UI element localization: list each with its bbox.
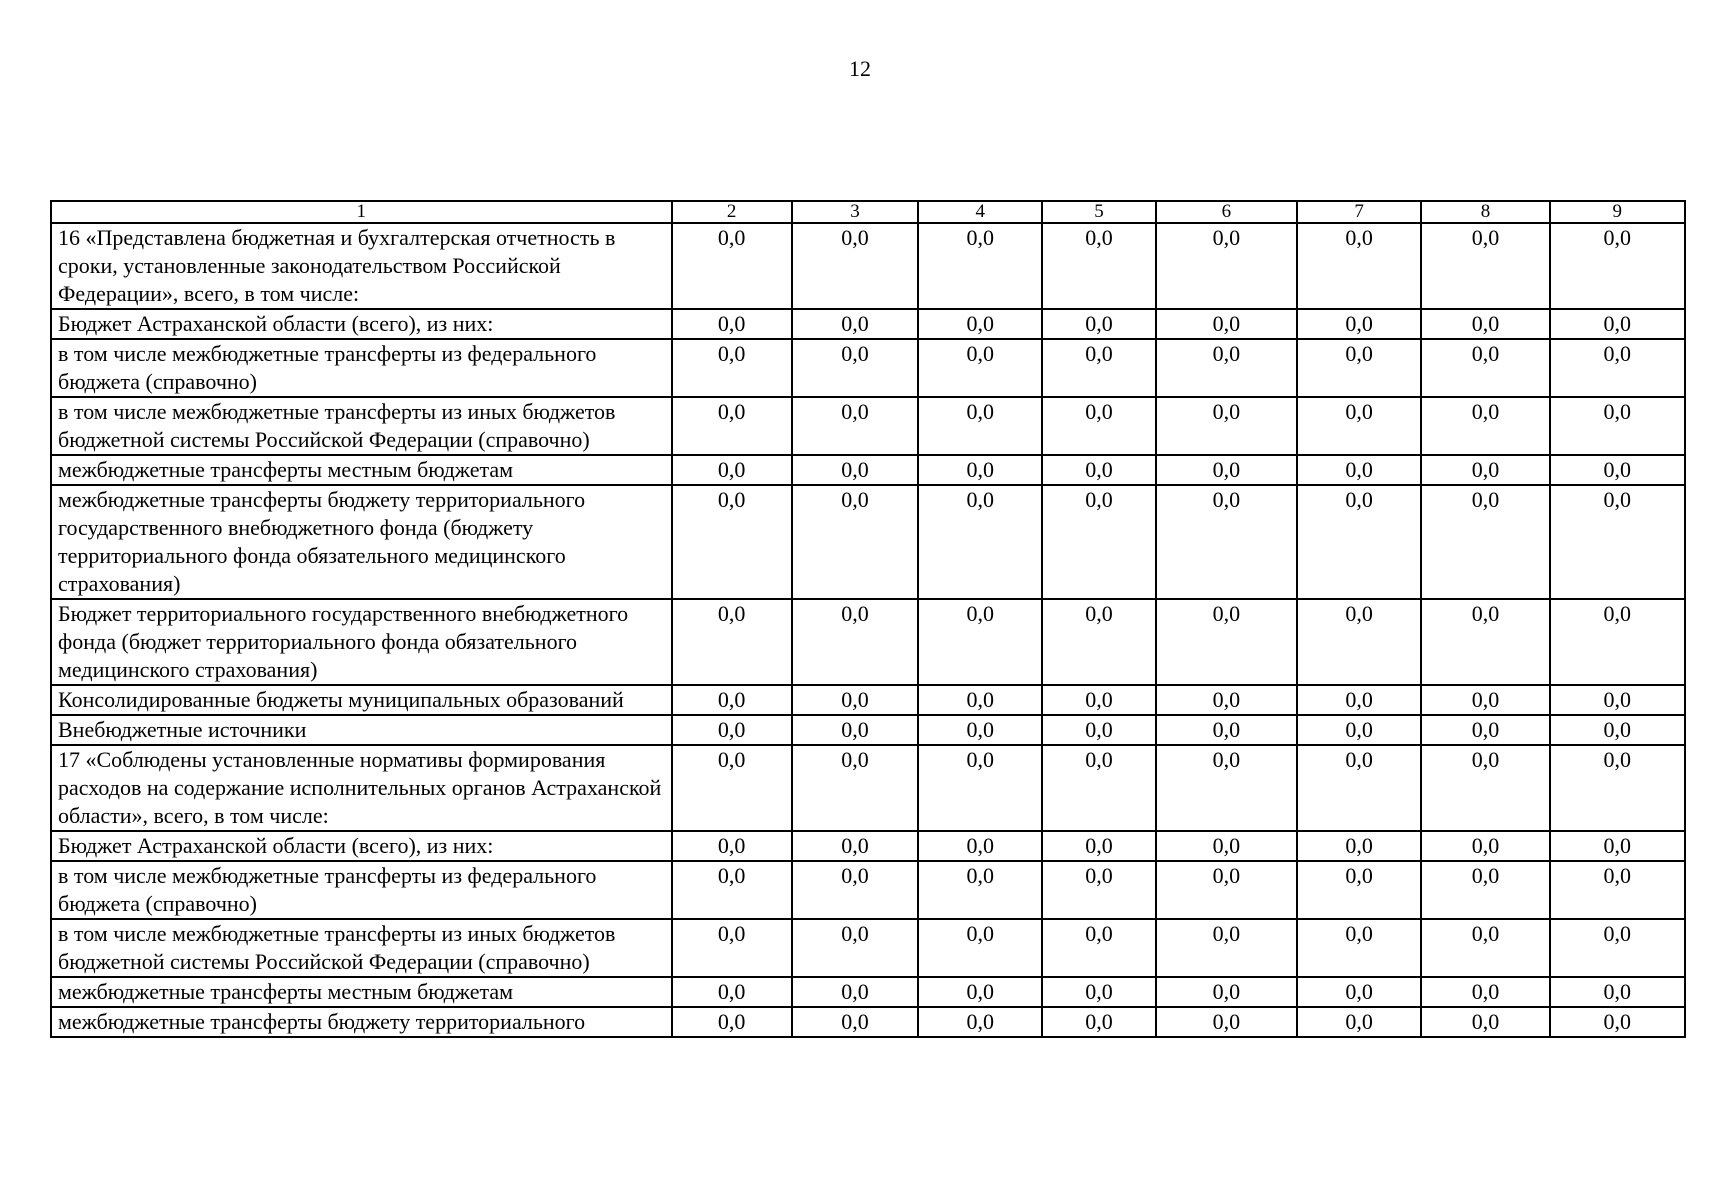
cell-value: 0,0 bbox=[918, 1007, 1042, 1037]
table-row bbox=[51, 309, 1685, 339]
table-row bbox=[51, 599, 1685, 685]
cell-value: 0,0 bbox=[1042, 919, 1155, 977]
cell-value: 0,0 bbox=[792, 1007, 918, 1037]
cell-value: 0,0 bbox=[1156, 861, 1297, 919]
cell-value: 0,0 bbox=[918, 977, 1042, 1007]
cell-value: 0,0 bbox=[918, 599, 1042, 685]
cell-value: 0,0 bbox=[672, 745, 792, 831]
cell-value: 0,0 bbox=[672, 861, 792, 919]
cell-value: 0,0 bbox=[1297, 599, 1421, 685]
row-label: Бюджет территориального государственного внебюджетного фонда (бюджет территориального фонда обязательного медицинского страхования) bbox=[51, 599, 672, 685]
cell-value: 0,0 bbox=[1550, 485, 1685, 599]
cell-value: 0,0 bbox=[1156, 745, 1297, 831]
cell-value: 0,0 bbox=[672, 397, 792, 455]
column-header: 3 bbox=[792, 201, 918, 223]
cell-value: 0,0 bbox=[1156, 339, 1297, 397]
row-label: в том числе межбюджетные трансферты из федерального бюджета (справочно) bbox=[51, 339, 672, 397]
cell-value: 0,0 bbox=[1550, 831, 1685, 861]
cell-value: 0,0 bbox=[672, 715, 792, 745]
cell-value: 0,0 bbox=[1156, 1007, 1297, 1037]
row-label: 17 «Соблюдены установленные нормативы формирования расходов на содержание исполнительных органов Астраханской области», всего, в том числе: bbox=[51, 745, 672, 831]
cell-value: 0,0 bbox=[918, 831, 1042, 861]
table-row bbox=[51, 339, 1685, 397]
column-header: 4 bbox=[918, 201, 1042, 223]
cell-value: 0,0 bbox=[918, 745, 1042, 831]
row-label: в том числе межбюджетные трансферты из иных бюджетов бюджетной системы Российской Федерации (справочно) bbox=[51, 919, 672, 977]
cell-value: 0,0 bbox=[918, 339, 1042, 397]
cell-value: 0,0 bbox=[1042, 455, 1155, 485]
column-header: 1 bbox=[51, 201, 672, 223]
cell-value: 0,0 bbox=[1550, 745, 1685, 831]
cell-value: 0,0 bbox=[1042, 223, 1155, 309]
cell-value: 0,0 bbox=[1156, 977, 1297, 1007]
cell-value: 0,0 bbox=[1550, 309, 1685, 339]
cell-value: 0,0 bbox=[792, 455, 918, 485]
row-label: Внебюджетные источники bbox=[51, 715, 672, 745]
row-label: межбюджетные трансферты местным бюджетам bbox=[51, 455, 672, 485]
cell-value: 0,0 bbox=[1042, 1007, 1155, 1037]
table-row bbox=[51, 685, 1685, 715]
cell-value: 0,0 bbox=[792, 745, 918, 831]
column-header: 9 bbox=[1550, 201, 1685, 223]
cell-value: 0,0 bbox=[1421, 339, 1549, 397]
table-row bbox=[51, 861, 1685, 919]
cell-value: 0,0 bbox=[1156, 715, 1297, 745]
cell-value: 0,0 bbox=[1550, 1007, 1685, 1037]
cell-value: 0,0 bbox=[1156, 599, 1297, 685]
column-header: 7 bbox=[1297, 201, 1421, 223]
cell-value: 0,0 bbox=[1297, 485, 1421, 599]
cell-value: 0,0 bbox=[792, 223, 918, 309]
table-row bbox=[51, 397, 1685, 455]
cell-value: 0,0 bbox=[1421, 485, 1549, 599]
cell-value: 0,0 bbox=[1297, 715, 1421, 745]
table-row bbox=[51, 715, 1685, 745]
cell-value: 0,0 bbox=[1297, 977, 1421, 1007]
cell-value: 0,0 bbox=[1156, 309, 1297, 339]
table-header bbox=[51, 201, 1685, 223]
cell-value: 0,0 bbox=[792, 831, 918, 861]
row-label: межбюджетные трансферты местным бюджетам bbox=[51, 977, 672, 1007]
cell-value: 0,0 bbox=[672, 977, 792, 1007]
cell-value: 0,0 bbox=[792, 977, 918, 1007]
cell-value: 0,0 bbox=[1042, 861, 1155, 919]
cell-value: 0,0 bbox=[1421, 599, 1549, 685]
cell-value: 0,0 bbox=[792, 861, 918, 919]
table-row bbox=[51, 455, 1685, 485]
cell-value: 0,0 bbox=[1042, 309, 1155, 339]
cell-value: 0,0 bbox=[918, 309, 1042, 339]
cell-value: 0,0 bbox=[1156, 919, 1297, 977]
cell-value: 0,0 bbox=[1421, 715, 1549, 745]
cell-value: 0,0 bbox=[1042, 397, 1155, 455]
cell-value: 0,0 bbox=[1297, 919, 1421, 977]
cell-value: 0,0 bbox=[1297, 861, 1421, 919]
cell-value: 0,0 bbox=[918, 919, 1042, 977]
cell-value: 0,0 bbox=[1042, 685, 1155, 715]
cell-value: 0,0 bbox=[918, 715, 1042, 745]
cell-value: 0,0 bbox=[918, 485, 1042, 599]
row-label: Консолидированные бюджеты муниципальных образований bbox=[51, 685, 672, 715]
cell-value: 0,0 bbox=[1042, 977, 1155, 1007]
row-label: межбюджетные трансферты бюджету территориального bbox=[51, 1007, 672, 1037]
cell-value: 0,0 bbox=[1550, 861, 1685, 919]
cell-value: 0,0 bbox=[1550, 685, 1685, 715]
column-header: 6 bbox=[1156, 201, 1297, 223]
cell-value: 0,0 bbox=[1550, 599, 1685, 685]
column-header: 8 bbox=[1421, 201, 1549, 223]
cell-value: 0,0 bbox=[672, 339, 792, 397]
cell-value: 0,0 bbox=[1550, 455, 1685, 485]
cell-value: 0,0 bbox=[792, 309, 918, 339]
cell-value: 0,0 bbox=[1156, 223, 1297, 309]
cell-value: 0,0 bbox=[1042, 599, 1155, 685]
row-label: Бюджет Астраханской области (всего), из них: bbox=[51, 831, 672, 861]
row-label: Бюджет Астраханской области (всего), из них: bbox=[51, 309, 672, 339]
cell-value: 0,0 bbox=[792, 685, 918, 715]
cell-value: 0,0 bbox=[792, 485, 918, 599]
cell-value: 0,0 bbox=[672, 455, 792, 485]
cell-value: 0,0 bbox=[918, 861, 1042, 919]
cell-value: 0,0 bbox=[1421, 223, 1549, 309]
column-header: 5 bbox=[1042, 201, 1155, 223]
table-row bbox=[51, 919, 1685, 977]
cell-value: 0,0 bbox=[1156, 455, 1297, 485]
cell-value: 0,0 bbox=[1297, 309, 1421, 339]
cell-value: 0,0 bbox=[918, 685, 1042, 715]
table-row bbox=[51, 485, 1685, 599]
cell-value: 0,0 bbox=[1156, 485, 1297, 599]
cell-value: 0,0 bbox=[672, 1007, 792, 1037]
cell-value: 0,0 bbox=[1297, 685, 1421, 715]
column-header: 2 bbox=[672, 201, 792, 223]
cell-value: 0,0 bbox=[672, 831, 792, 861]
cell-value: 0,0 bbox=[1550, 339, 1685, 397]
row-label: в том числе межбюджетные трансферты из иных бюджетов бюджетной системы Российской Федерации (справочно) bbox=[51, 397, 672, 455]
cell-value: 0,0 bbox=[1156, 397, 1297, 455]
cell-value: 0,0 bbox=[672, 309, 792, 339]
row-label: межбюджетные трансферты бюджету территориального государственного внебюджетного фонда (бюджету территориального фонда обязательного медицинского страхования) bbox=[51, 485, 672, 599]
cell-value: 0,0 bbox=[1421, 919, 1549, 977]
cell-value: 0,0 bbox=[1042, 745, 1155, 831]
cell-value: 0,0 bbox=[918, 455, 1042, 485]
cell-value: 0,0 bbox=[792, 599, 918, 685]
row-label: 16 «Представлена бюджетная и бухгалтерская отчетность в сроки, установленные законодательством Российской Федерации», всего, в том числе: bbox=[51, 223, 672, 309]
cell-value: 0,0 bbox=[672, 223, 792, 309]
table-row bbox=[51, 977, 1685, 1007]
cell-value: 0,0 bbox=[1297, 397, 1421, 455]
cell-value: 0,0 bbox=[1421, 397, 1549, 455]
cell-value: 0,0 bbox=[792, 397, 918, 455]
table-row bbox=[51, 831, 1685, 861]
cell-value: 0,0 bbox=[1156, 831, 1297, 861]
row-label: в том числе межбюджетные трансферты из федерального бюджета (справочно) bbox=[51, 861, 672, 919]
cell-value: 0,0 bbox=[672, 919, 792, 977]
cell-value: 0,0 bbox=[1297, 223, 1421, 309]
cell-value: 0,0 bbox=[918, 223, 1042, 309]
cell-value: 0,0 bbox=[1421, 685, 1549, 715]
cell-value: 0,0 bbox=[1421, 745, 1549, 831]
cell-value: 0,0 bbox=[1550, 223, 1685, 309]
cell-value: 0,0 bbox=[672, 599, 792, 685]
cell-value: 0,0 bbox=[792, 715, 918, 745]
cell-value: 0,0 bbox=[1297, 455, 1421, 485]
cell-value: 0,0 bbox=[1156, 685, 1297, 715]
cell-value: 0,0 bbox=[1297, 831, 1421, 861]
page-number: 12 bbox=[849, 56, 871, 81]
cell-value: 0,0 bbox=[1550, 715, 1685, 745]
cell-value: 0,0 bbox=[792, 919, 918, 977]
cell-value: 0,0 bbox=[672, 685, 792, 715]
table-row bbox=[51, 745, 1685, 831]
cell-value: 0,0 bbox=[1421, 977, 1549, 1007]
table-row bbox=[51, 223, 1685, 309]
cell-value: 0,0 bbox=[1297, 1007, 1421, 1037]
cell-value: 0,0 bbox=[1297, 339, 1421, 397]
table-row bbox=[51, 1007, 1685, 1037]
cell-value: 0,0 bbox=[1421, 831, 1549, 861]
cell-value: 0,0 bbox=[1297, 745, 1421, 831]
cell-value: 0,0 bbox=[918, 397, 1042, 455]
budget-table bbox=[50, 200, 1686, 1038]
cell-value: 0,0 bbox=[1421, 309, 1549, 339]
cell-value: 0,0 bbox=[1421, 455, 1549, 485]
cell-value: 0,0 bbox=[1421, 1007, 1549, 1037]
cell-value: 0,0 bbox=[672, 485, 792, 599]
cell-value: 0,0 bbox=[1042, 485, 1155, 599]
cell-value: 0,0 bbox=[1421, 861, 1549, 919]
cell-value: 0,0 bbox=[1550, 977, 1685, 1007]
cell-value: 0,0 bbox=[1042, 831, 1155, 861]
cell-value: 0,0 bbox=[1042, 715, 1155, 745]
cell-value: 0,0 bbox=[1550, 919, 1685, 977]
cell-value: 0,0 bbox=[792, 339, 918, 397]
table-body bbox=[51, 223, 1685, 1037]
cell-value: 0,0 bbox=[1042, 339, 1155, 397]
cell-value: 0,0 bbox=[1550, 397, 1685, 455]
